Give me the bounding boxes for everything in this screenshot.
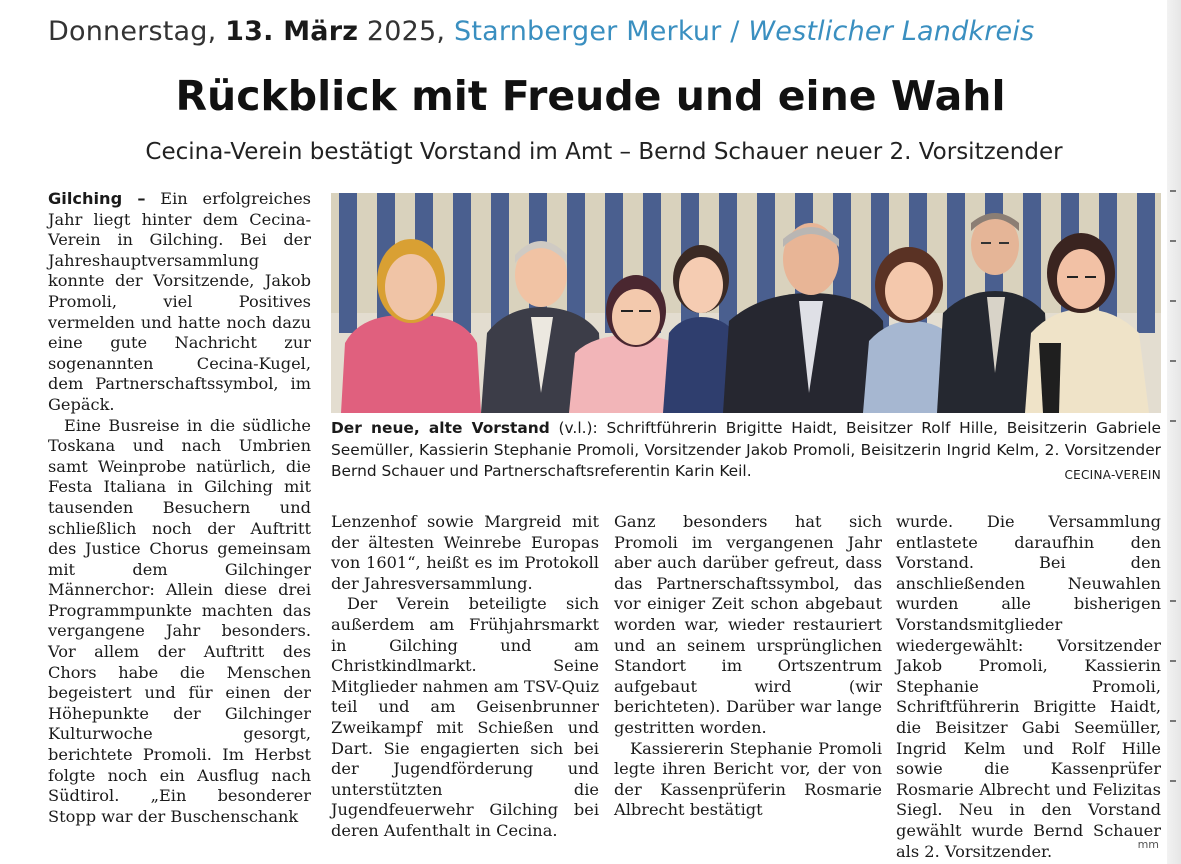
article-column-4 xyxy=(896,512,1161,862)
column-paragraph: Ganz besonders hat sich Promoli im vergangenen Jahr aber auch darüber gefreut, dass das Partnerschaftssymbol, das vor einiger Zeit schon abgebaut worden war, wieder restauriert und an seinem ursprünglichen Standort im Ortszentrum aufgebaut wird (wir berichteten). Darüber war lange gestritten worden. xyxy=(614,512,882,737)
issue-year: 2025, xyxy=(366,16,446,47)
newspaper-name: Starnberger Merkur xyxy=(454,16,722,47)
caption-text: (v.l.): Schriftführerin Brigitte Haidt, Beisitzer Rolf Hille, Beisitzerin Gabriele Seemüller, Kassierin Stephanie Promoli, Vorsitzender Jakob Promoli, Beisitzerin Ingrid Kelm, 2. Vorsitzender Bernd Schauer und Partnerschaftsreferentin Karin Keil. xyxy=(331,419,1161,480)
page-dateline xyxy=(48,16,1148,47)
adjacent-page-edge xyxy=(1167,0,1181,864)
article-subheadline: Cecina-Verein bestätigt Vorstand im Amt – Bernd Schauer neuer 2. Vorsitzender xyxy=(145,139,1063,165)
photo-caption xyxy=(331,418,1161,483)
section-name: Westlicher Landkreis xyxy=(748,16,1035,47)
column-paragraph: Kassiererin Stephanie Promoli legte ihren Bericht vor, der von der Kassenprüferin Rosmarie Albrecht bestätigt xyxy=(614,738,882,820)
caption-lead: Der neue, alte Vorstand xyxy=(331,419,550,437)
article-column-3 xyxy=(614,512,882,821)
column-paragraph: Gilching – Ein erfolgreiches Jahr liegt hinter dem Cecina-Verein in Gilching. Bei der Jahreshauptversammlung konnte der Vorsitzende, Jakob Promoli, viel Positives vermelden und hatte noch dazu eine gute Nachricht zur sogenannten Cecina-Kugel, dem Partnerschaftssymbol, im Gepäck. xyxy=(48,189,311,414)
group-photo xyxy=(331,193,1161,413)
photo-credit: CECINA-VEREIN xyxy=(1064,468,1161,482)
column-paragraph: Der Verein beteiligte sich außerdem am Frühjahrsmarkt in Gilching und am Christkindlmarkt. Seine Mitglieder nahmen am TSV-Quiz teil und am Geisenbrunner Zweikampf mit Schießen und Dart. Sie engagierten sich bei der Jugendförderung und unterstützten die Jugendfeuerwehr Gilching bei deren Aufenthalt in Cecina. xyxy=(331,594,599,840)
column-paragraph: wurde. Die Versammlung entlastete daraufhin den Vorstand. Bei den anschließenden Neuwahlen wurden alle bisherigen Vorstandsmitglieder wiedergewählt: Vorsitzender Jakob Promoli, Kassierin Stephanie Promoli, Schriftführerin Brigitte Haidt, die Beisitzer Gabi Seemüller, Ingrid Kelm und Rolf Hille sowie die Kassenprüfer Rosmarie Albrecht und Felizitas Siegl. Neu in den Vorstand gewählt wurde Bernd Schauer als 2. Vorsitzender. xyxy=(896,512,1161,861)
issue-date: 13. März xyxy=(225,16,359,47)
article-column-2 xyxy=(331,512,599,842)
article-headline: Rückblick mit Freude und eine Wahl xyxy=(175,72,1006,120)
column-paragraph: Lenzenhof sowie Margreid mit der ältesten Weinrebe Europas von 1601“, heißt es im Protokoll der Jahresversammlung. xyxy=(331,512,599,593)
dateline-separator: / xyxy=(730,16,740,47)
column-paragraph: Eine Busreise in die südliche Toskana und nach Umbrien samt Weinprobe natürlich, die Festa Italiana in Gilching mit tausenden Besuchern und schließlich noch der Auftritt des Justice Chorus gemeinsam mit dem Gilchinger Männerchor: Allein diese drei Programmpunkte machten das vergangene Jahr besonders. Vor allem der Auftritt des Chors habe die Menschen begeistert und für einen der Höhepunkte der Gilchinger Kulturwoche gesorgt, berichtete Promoli. Im Herbst folgte noch ein Ausflug nach Südtirol. „Ein besonderer Stopp war der Buschenschank xyxy=(48,415,311,826)
article-column-1 xyxy=(48,189,311,827)
author-initials: mm xyxy=(1137,838,1159,851)
article-dateline: Gilching – xyxy=(48,189,146,208)
weekday: Donnerstag, xyxy=(48,16,217,47)
group-photo-illustration xyxy=(331,193,1161,413)
